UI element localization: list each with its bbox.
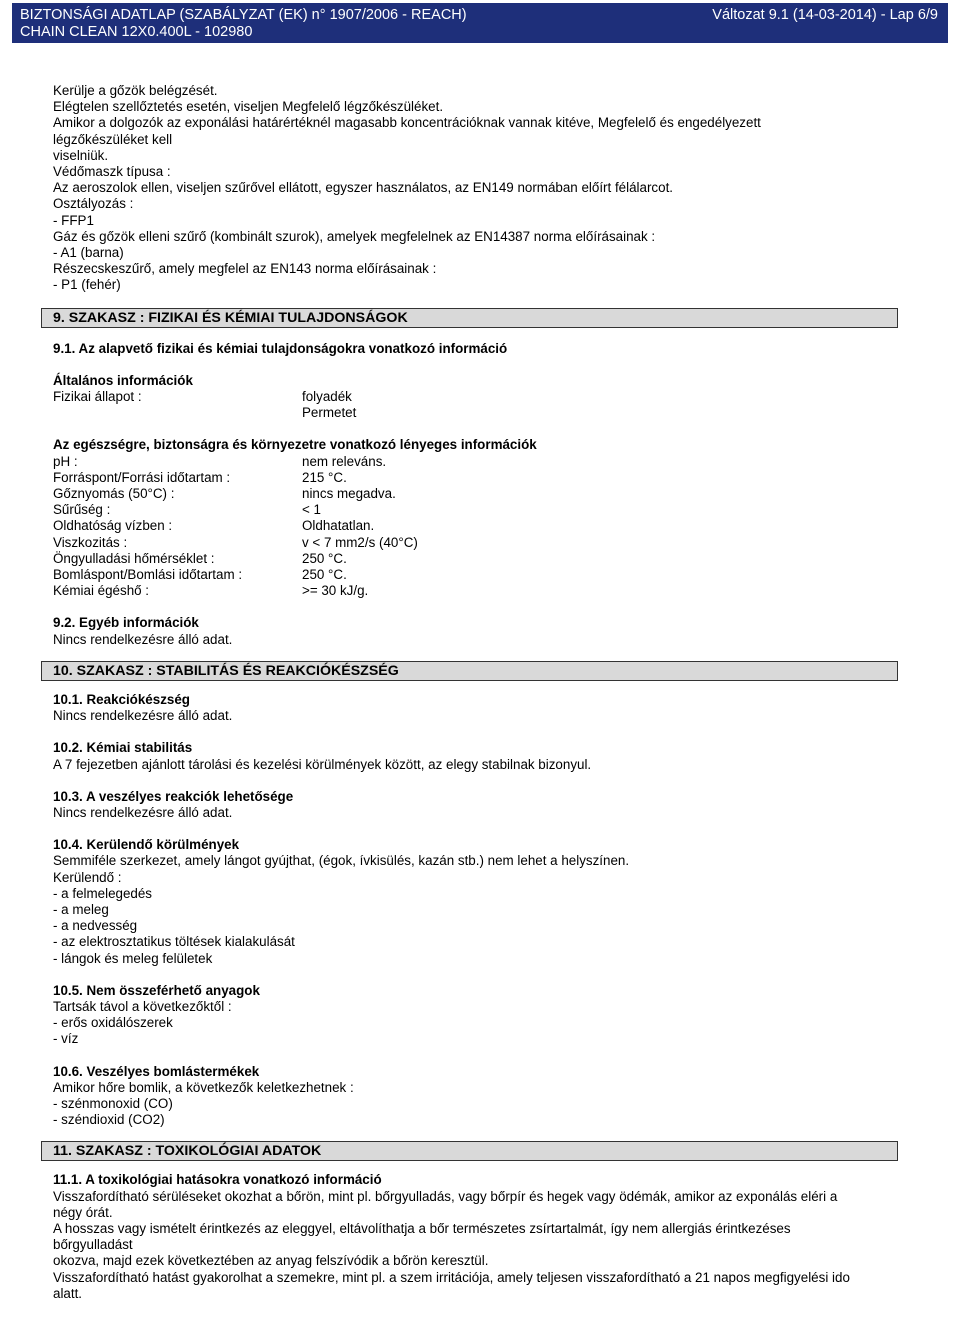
property-table xyxy=(53,454,913,600)
subsection-10-5-heading: 10.5. Nem összeférhető anyagok xyxy=(53,982,260,998)
text-line: Elégtelen szellőztetés esetén, viseljen Megfelelő légzőkészüléket. xyxy=(53,99,444,115)
text-line: Amikor hőre bomlik, a következők keletkezhetnek : xyxy=(53,1079,354,1095)
text-line: - FFP1 xyxy=(53,212,94,228)
text-line: légzőkészüléket kell xyxy=(53,131,173,147)
subsection-10-6-heading: 10.6. Veszélyes bomlástermékek xyxy=(53,1063,260,1079)
text-line: - erős oxidálószerek xyxy=(53,1015,173,1031)
text-line: négy órát. xyxy=(53,1204,113,1220)
subsection-9-2-heading: 9.2. Egyéb információk xyxy=(53,615,199,631)
property-label: pH : xyxy=(53,453,78,469)
text-line: Az aeroszolok ellen, viseljen szűrővel ellátott, egyszer használatos, az EN149 normában előírt félálarcot. xyxy=(53,180,674,196)
subsection-10-1-text: Nincs rendelkezésre álló adat. xyxy=(53,708,233,724)
text-line: Semmiféle szerkezet, amely lángot gyújthat, (égok, ívkisülés, kazán stb.) nem lehet a helyszínen. xyxy=(53,853,630,869)
property-value: v < 7 mm2/s (40°C) xyxy=(302,534,418,550)
property-label: Sűrűség : xyxy=(53,502,111,518)
text-line: Amikor a dolgozók az exponálási határértéknél magasabb koncentrációknak vannak kitéve, Megfelelő és engedélyezett xyxy=(53,115,761,131)
physical-state-value: folyadék xyxy=(302,389,352,405)
subsection-10-4-heading: 10.4. Kerülendő körülmények xyxy=(53,837,240,853)
property-label: Viszkozitás : xyxy=(53,534,128,550)
text-line: Visszafordítható hatást gyakorolhat a szemekre, mint pl. a szem irritációja, amely teljesen visszafordítható a 21 napos megfigyelési ido xyxy=(53,1269,850,1285)
document-body xyxy=(53,83,913,1302)
text-line: - a nedvesség xyxy=(53,918,138,934)
text-line: viselniük. xyxy=(53,147,109,163)
text-line: - P1 (fehér) xyxy=(53,277,121,293)
section-10-heading: 10. SZAKASZ : STABILITÁS ÉS REAKCIÓKÉSZSÉG xyxy=(41,661,898,681)
text-line: Gáz és gőzök elleni szűrő (kombinált szurok), amelyek megfelelnek az EN14387 norma előírásainak : xyxy=(53,228,656,244)
property-label: Bomláspont/Bomlási időtartam : xyxy=(53,567,243,583)
physical-state-label: Fizikai állapot : xyxy=(53,389,142,405)
property-value: Oldhatatlan. xyxy=(302,518,375,534)
subsection-9-2-text: Nincs rendelkezésre álló adat. xyxy=(53,631,233,647)
subsection-10-3-heading: 10.3. A veszélyes reakciók lehetősége xyxy=(53,788,294,804)
property-label: Oldhatóság vízben : xyxy=(53,518,173,534)
property-row xyxy=(53,454,913,470)
property-row xyxy=(53,567,913,583)
text-line: Tartsák távol a következőktől : xyxy=(53,998,232,1014)
text-line: Kerülje a gőzök belégzését. xyxy=(53,83,218,98)
text-line: A hosszas vagy ismételt érintkezés az eleggyel, eltávolíthatja a bőr természetes zsírtartalmát, így nem allergiás érintkezéses xyxy=(53,1220,791,1236)
text-line: - a meleg xyxy=(53,901,109,917)
text-line: Kerülendő : xyxy=(53,869,122,885)
version-page-info: Változat 9.1 (14-03-2014) - Lap 6/9 xyxy=(712,7,938,23)
property-row xyxy=(53,535,913,551)
property-row xyxy=(53,583,913,599)
property-value: nem releváns. xyxy=(302,453,387,469)
section-11-heading: 11. SZAKASZ : TOXIKOLÓGIAI ADATOK xyxy=(41,1141,898,1161)
property-value: >= 30 kJ/g. xyxy=(302,583,369,599)
property-row xyxy=(53,551,913,567)
property-value: nincs megadva. xyxy=(302,486,396,502)
property-row xyxy=(53,502,913,518)
text-line: - A1 (barna) xyxy=(53,245,124,261)
respiratory-protection-text xyxy=(53,83,913,294)
property-label: Gőznyomás (50°C) : xyxy=(53,486,175,502)
property-row xyxy=(53,486,913,502)
text-line: okozva, majd ezek következtében az anyag felszívódik a bőrön keresztül. xyxy=(53,1253,489,1269)
text-line: - szénmonoxid (CO) xyxy=(53,1095,173,1111)
text-line: - széndioxid (CO2) xyxy=(53,1112,165,1128)
property-label: Kémiai égéshő : xyxy=(53,583,150,599)
text-line: Visszafordítható sérüléseket okozhat a bőrön, mint pl. bőrgyulladás, vagy bőrpír és hegek vagy ödémák, amikor az exponálás eléri a xyxy=(53,1188,838,1204)
property-value: 250 °C. xyxy=(302,550,347,566)
subsection-9-1-heading: 9.1. Az alapvető fizikai és kémiai tulajdonságokra vonatkozó információ xyxy=(53,340,508,356)
product-name: CHAIN CLEAN 12X0.400L - 102980 xyxy=(20,24,253,40)
general-info-heading: Általános információk xyxy=(53,372,193,388)
text-line: - az elektrosztatikus töltések kialakulását xyxy=(53,934,295,950)
subsection-10-2-text: A 7 fejezetben ajánlott tárolási és kezelési körülmények között, az elegy stabilnak bizonyul. xyxy=(53,756,592,772)
subsection-10-1-heading: 10.1. Reakciókészség xyxy=(53,691,190,707)
property-label: Forráspont/Forrási időtartam : xyxy=(53,469,231,485)
subsection-10-2-heading: 10.2. Kémiai stabilitás xyxy=(53,740,193,756)
text-line: Védőmaszk típusa : xyxy=(53,164,171,180)
text-line: alatt. xyxy=(53,1285,83,1301)
property-value: 215 °C. xyxy=(302,469,347,485)
property-value: < 1 xyxy=(302,502,321,518)
document-title: BIZTONSÁGI ADATLAP (SZABÁLYZAT (EK) n° 1907/2006 - REACH) xyxy=(20,7,467,23)
section-9-heading: 9. SZAKASZ : FIZIKAI ÉS KÉMIAI TULAJDONSÁGOK xyxy=(41,308,898,328)
property-value: 250 °C. xyxy=(302,567,347,583)
text-line: - a felmelegedés xyxy=(53,885,152,901)
physical-state-row xyxy=(53,389,913,421)
text-line: - lángok és meleg felületek xyxy=(53,950,213,966)
property-label: Öngyulladási hőmérséklet : xyxy=(53,550,215,566)
property-row xyxy=(53,518,913,534)
document-header xyxy=(12,3,948,43)
text-line: bőrgyulladást xyxy=(53,1237,133,1253)
property-row xyxy=(53,470,913,486)
health-safety-heading: Az egészségre, biztonságra és környezetre vonatkozó lényeges információk xyxy=(53,437,537,453)
subsection-11-1-heading: 11.1. A toxikológiai hatásokra vonatkozó információ xyxy=(53,1172,382,1188)
subsection-10-3-text: Nincs rendelkezésre álló adat. xyxy=(53,804,233,820)
text-line: - víz xyxy=(53,1031,79,1047)
physical-state-value: Permetet xyxy=(302,405,357,421)
text-line: Részecskeszűrő, amely megfelel az EN143 norma előírásainak : xyxy=(53,261,437,277)
text-line: Osztályozás : xyxy=(53,196,134,212)
